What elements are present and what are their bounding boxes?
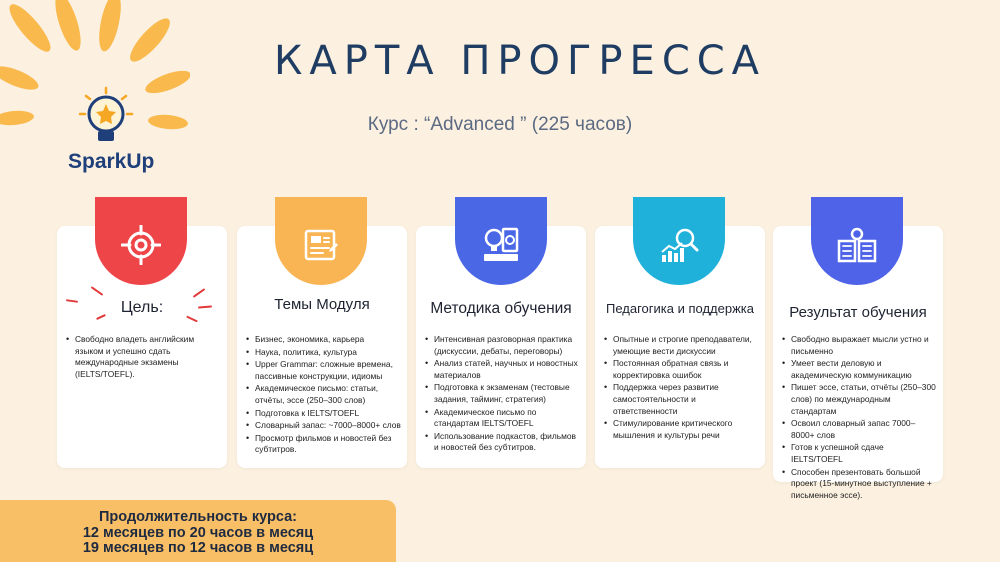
- card-methodology-tab: [455, 197, 547, 285]
- course-duration: [0, 500, 396, 562]
- list-item: • Стимулирование критического мышления и культуры речи: [603, 418, 759, 441]
- list-item: • Готов к успешной сдаче IELTS/TOEFL: [781, 442, 937, 465]
- idea-gear-icon: [481, 225, 521, 265]
- card-methodology-list: [424, 334, 580, 455]
- duration-line-2: 19 месяцев по 12 часов в месяц: [82, 540, 314, 556]
- list-item: • Анализ статей, научных и новостных материалов: [424, 358, 580, 381]
- list-item: • Умеет вести деловую и академическую коммуникацию: [781, 358, 937, 381]
- card-goal-title: Цель:: [120, 299, 164, 316]
- list-item: • Словарный запас: ~7000–8000+ слов: [245, 420, 401, 432]
- brand-name: SparkUp: [68, 150, 155, 173]
- card-result-tab: [811, 197, 903, 285]
- list-item: • Интенсивная разговорная практика (дискуссии, дебаты, переговоры): [424, 334, 580, 357]
- list-item: • Свободно выражает мысли устно и письменно: [781, 334, 937, 357]
- card-topics-title: Темы Модуля: [274, 296, 370, 313]
- page-title: КАРТА ПРОГРЕССА: [273, 38, 767, 84]
- list-item: • Просмотр фильмов и новостей без субтитров.: [245, 433, 401, 456]
- card-result-title: Результат обучения: [789, 304, 927, 321]
- list-item: • Академическое письмо по стандартам IELTS/TOEFL: [424, 407, 580, 430]
- list-item: • Upper Grammar: сложные времена, пассивные конструкции, идиомы: [245, 359, 401, 382]
- growth-chart-icon: [659, 225, 699, 265]
- list-item: • Использование подкастов, фильмов и новостей без субтитров.: [424, 431, 580, 454]
- list-item: • Подготовка к экзаменам (тестовые задания, тайминг, стратегия): [424, 382, 580, 405]
- card-pedagogy-title: Педагогика и поддержка: [606, 301, 754, 316]
- target-icon: [121, 225, 161, 265]
- list-item: • Подготовка к IELTS/TOEFL: [245, 408, 401, 420]
- book-gear-icon: [837, 225, 877, 265]
- list-item: • Освоил словарный запас 7000–8000+ слов: [781, 418, 937, 441]
- card-topics-tab: [275, 197, 367, 285]
- list-item: • Опытные и строгие преподаватели, умеющие вести дискуссии: [603, 334, 759, 357]
- list-item: • Бизнес, экономика, карьера: [245, 334, 401, 346]
- course-subtitle: Курс : “Advanced ” (225 часов): [367, 114, 633, 135]
- card-methodology-title: Методика обучения: [430, 300, 572, 317]
- list-item: • Свободно владеть английским языком и успешно сдать международные экзамены (IELTS/TOEFL).: [65, 334, 221, 380]
- card-topics-list: [245, 334, 401, 457]
- list-item: • Наука, политика, культура: [245, 347, 401, 359]
- list-item: • Способен презентовать большой проект (15-минутное выступление + письменное эссе).: [781, 467, 937, 502]
- card-pedagogy-tab: [633, 197, 725, 285]
- duration-heading: Продолжительность курса:: [99, 509, 297, 525]
- card-pedagogy-list: [603, 334, 759, 442]
- list-item: • Постоянная обратная связь и корректировка ошибок: [603, 358, 759, 381]
- list-item: • Поддержка через развитие самостоятельности и ответственности: [603, 382, 759, 417]
- list-item: • Пишет эссе, статьи, отчёты (250–300 слов) по международным стандартам: [781, 382, 937, 417]
- card-result-list: [781, 334, 937, 502]
- card-goal-tab: [95, 197, 187, 285]
- document-icon: [301, 225, 341, 265]
- list-item: • Академическое письмо: статьи, отчёты, эссе (250–300 слов): [245, 383, 401, 406]
- duration-line-1: 12 месяцев по 20 часов в месяц: [82, 524, 314, 541]
- card-goal-list: [65, 334, 221, 381]
